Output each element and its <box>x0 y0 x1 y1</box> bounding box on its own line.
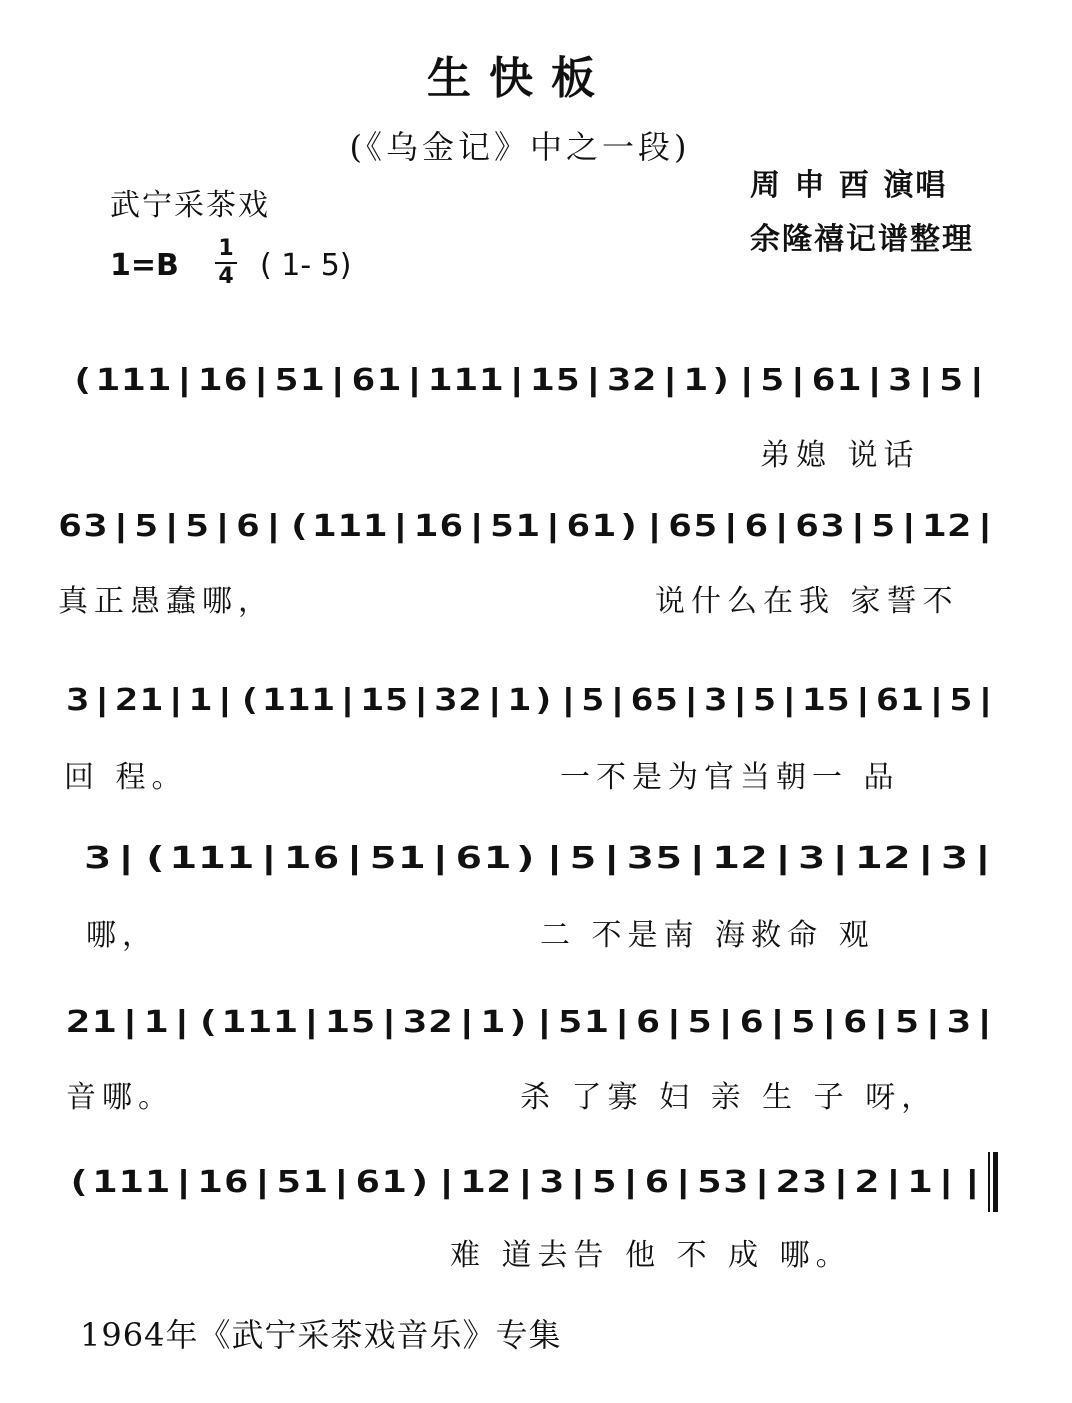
key-signature: 1=B <box>110 248 179 283</box>
time-signature-numerator: 1 <box>218 236 234 261</box>
source-footer: 1964年《武宁采茶戏音乐》专集 <box>80 1316 562 1354</box>
time-signature-denominator: 4 <box>218 264 234 289</box>
notation-line-1: (111|16|51|61|111|15|32|1)|5|61|3|5| <box>70 363 991 398</box>
lyric-line-4a: 哪， <box>86 918 158 953</box>
page-subtitle: (《乌金记》中之一段) <box>349 128 691 166</box>
notation-line-3: 3|21|1|(111|15|32|1)|5|65|3|5|15|61|5| <box>66 683 999 718</box>
performer-credit: 周 申 酉 演唱 <box>750 168 948 203</box>
lyric-line-2a: 真正愚蠢哪， <box>58 584 274 619</box>
score-line-6 <box>66 1152 986 1222</box>
genre-label: 武宁采茶戏 <box>110 188 270 223</box>
notation-line-6: (111|16|51|61)|12|3|5|6|53|23|2|1|| <box>66 1165 987 1200</box>
lyric-line-3b: 一不是为官当朝一 品 <box>560 760 900 795</box>
lyric-line-5a: 音哪。 <box>66 1080 174 1115</box>
final-barline <box>988 1152 998 1212</box>
lyric-line-6: 难 道去告 他 不 成 哪。 <box>450 1238 852 1273</box>
score-line-4 <box>84 828 998 898</box>
lyric-line-1: 弟媳 说话 <box>760 438 920 473</box>
score-line-2 <box>58 496 998 566</box>
lyric-line-2b: 说什么在我 家誓不 <box>655 584 959 619</box>
score-line-1 <box>70 350 990 420</box>
notation-line-5: 21|1|(111|15|32|1)|51|6|5|6|5|6|5|3| <box>66 1005 999 1040</box>
intro-notation: ( 1- 5) <box>260 248 352 283</box>
lyric-line-3a: 回 程。 <box>64 760 188 795</box>
notation-line-4: 3|(111|16|51|61)|5|35|12|3|12|3| <box>84 841 998 876</box>
lyric-line-5b: 杀 了寡 妇 亲 生 子 呀， <box>520 1080 938 1115</box>
arranger-credit: 余隆禧记谱整理 <box>750 222 974 257</box>
notation-line-2: 63|5|5|6|(111|16|51|61)|65|6|63|5|12| <box>58 509 999 544</box>
time-signature <box>212 236 240 290</box>
lyric-line-4b: 二 不是南 海救命 观 <box>540 918 875 953</box>
score-line-3 <box>66 670 998 740</box>
score-line-5 <box>66 992 998 1062</box>
page-title: 生快板 <box>427 53 613 104</box>
